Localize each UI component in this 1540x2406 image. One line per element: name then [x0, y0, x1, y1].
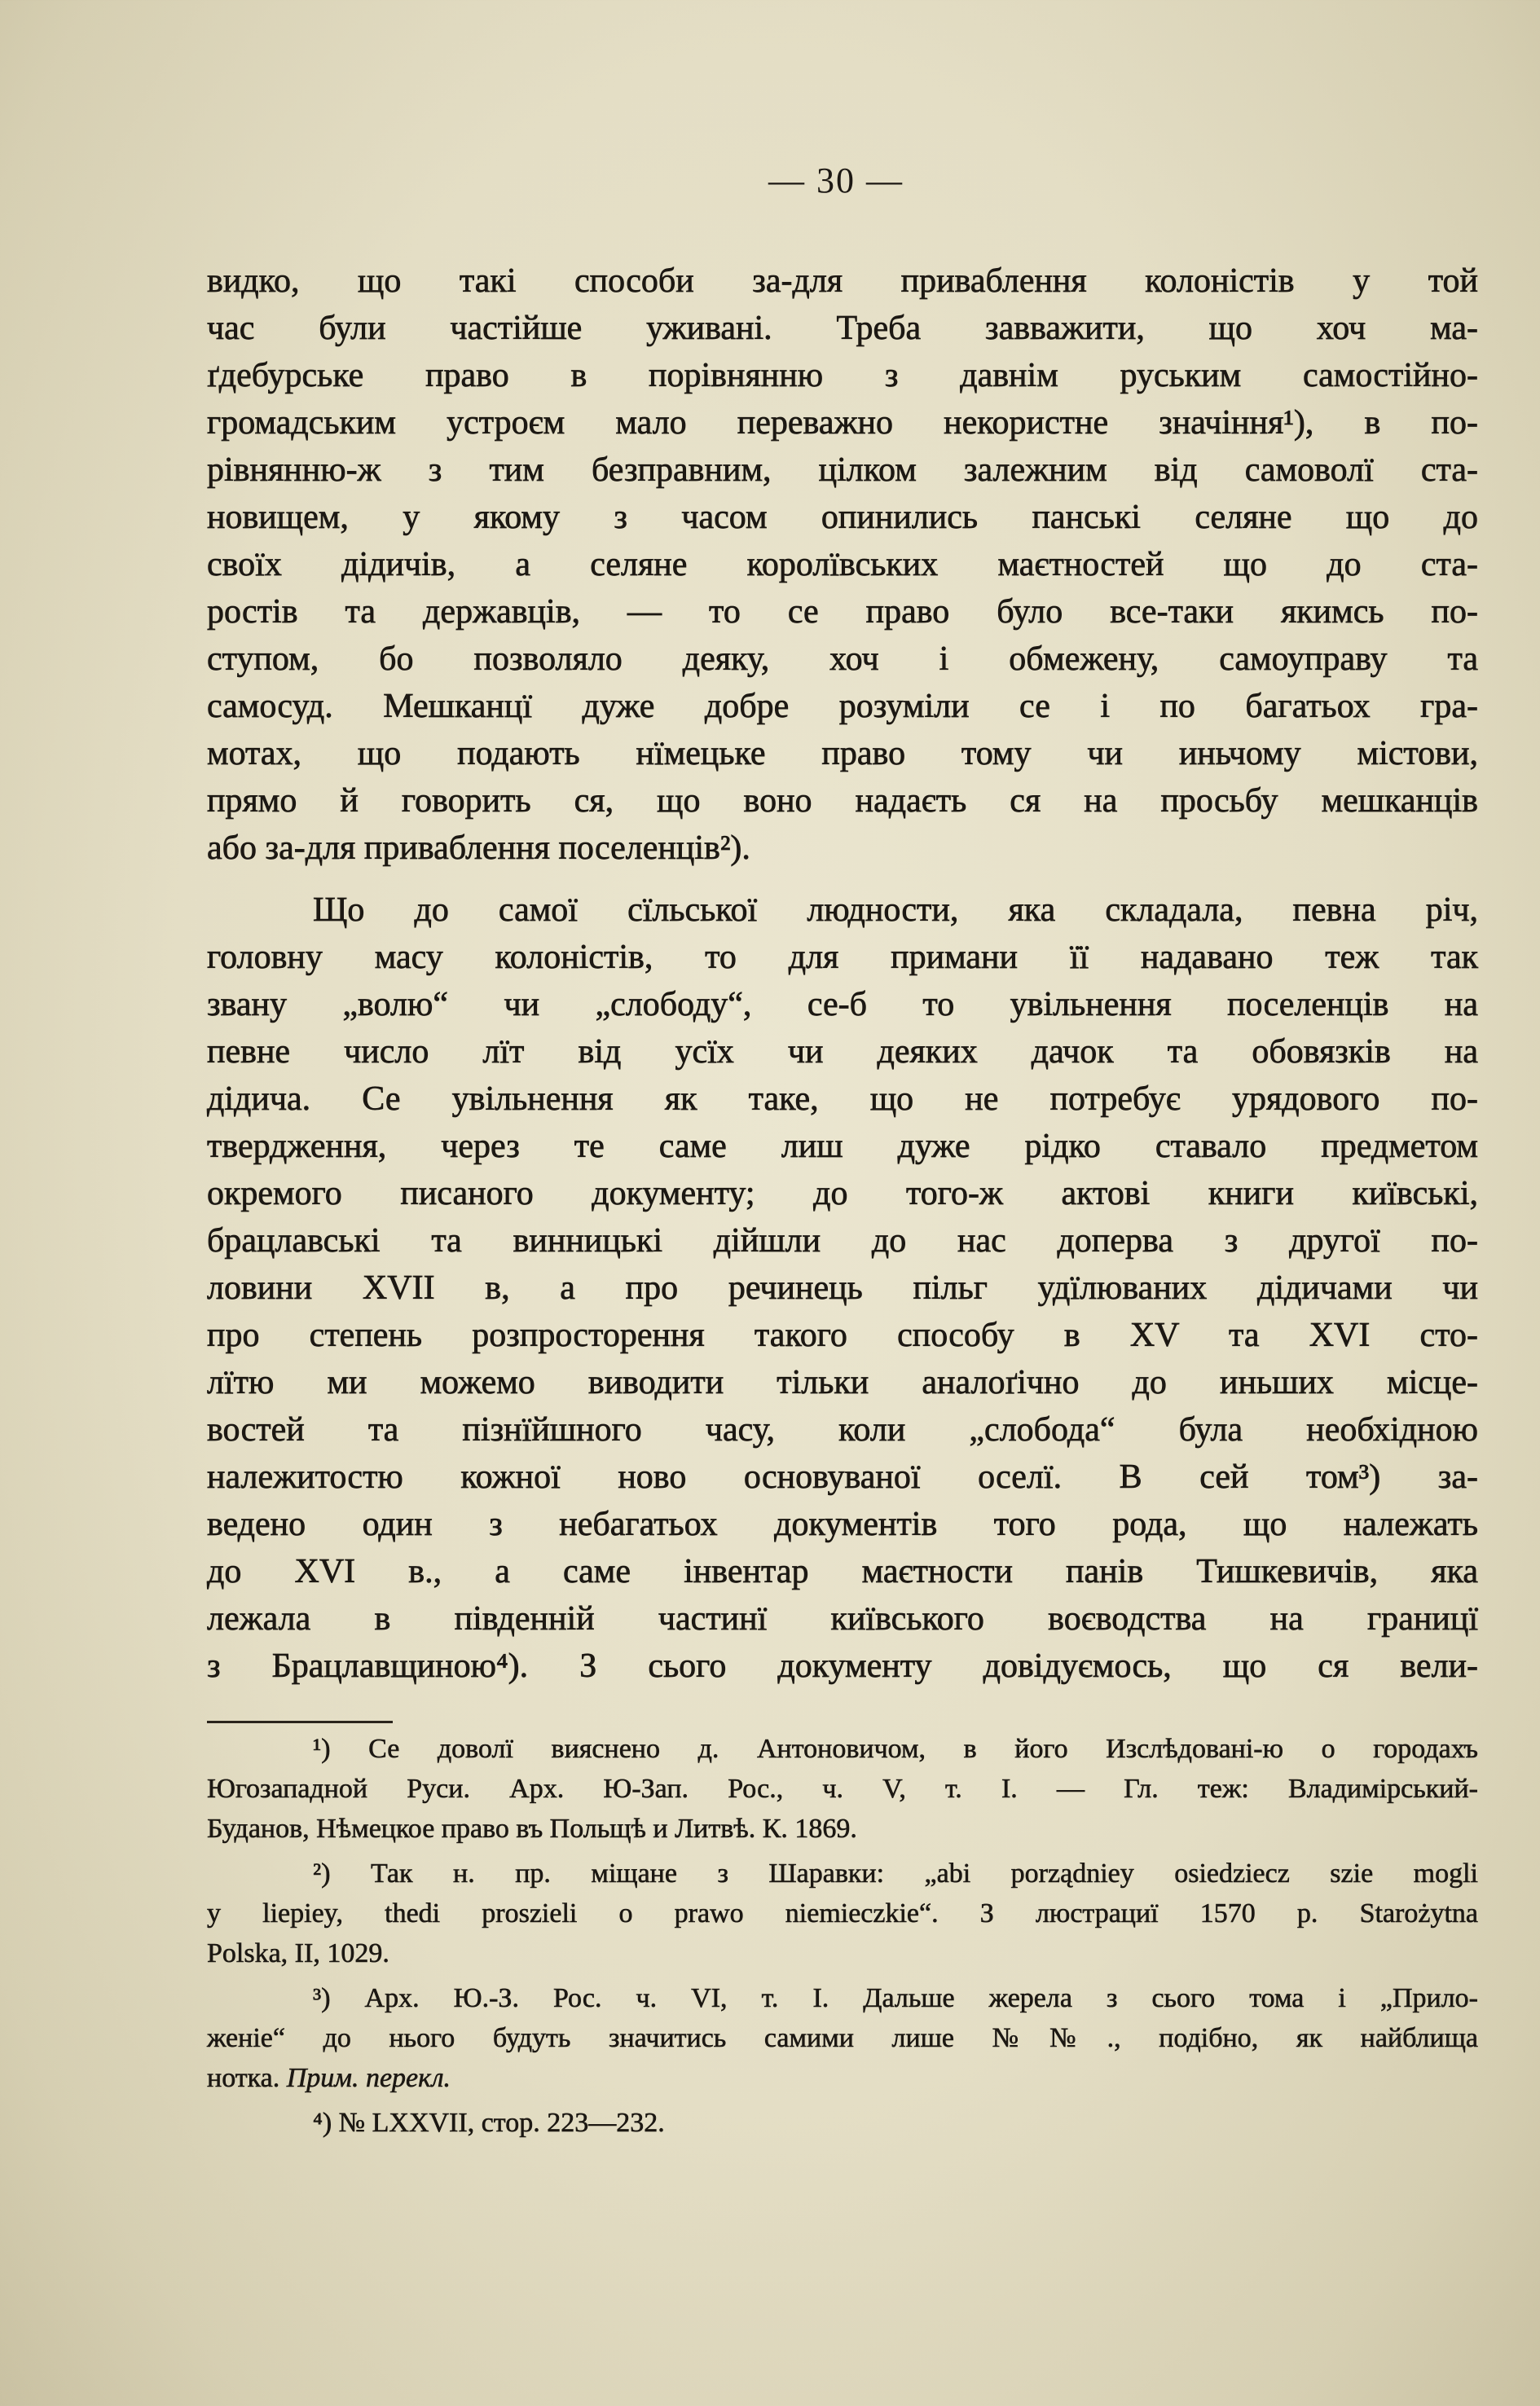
footnote-4: [207, 2103, 1478, 2143]
translator-note: Прим. перекл.: [286, 2063, 451, 2093]
footnote-line: ²) Так н. пр. міщане з Шаравки: „abi porządniey osiedziecz szie mogli: [313, 1858, 1478, 1889]
text-line: ростів та державців, — то се право було все-таки якимсь по-: [207, 593, 1478, 631]
footnote-text: нотка.: [207, 2063, 280, 2093]
text-line: брацлавські та винницькі дійшли до нас доперва з другої по-: [207, 1222, 1478, 1260]
text-line: до XVI в., а саме інвентар маєтности панів Тишкевичів, яка: [207, 1553, 1478, 1590]
page-number: — 30 —: [768, 161, 904, 200]
paragraph-2: [207, 886, 1478, 1690]
footnote-line: женіе“ до нього будуть значитись самими лише №№., подібно, як найблища: [207, 2023, 1478, 2053]
footnote-divider: [207, 1721, 393, 1723]
text-line: самосуд. Мешканцї дуже добре розуміли се і по багатьох гра-: [207, 688, 1478, 725]
text-line: видко, що такі способи за-для приваблення колоністів у той: [207, 262, 1478, 300]
text-line: або за-для приваблення поселенців²).: [207, 829, 750, 867]
text-line: лїтю ми можемо виводити тільки аналоґічно до иньших місце-: [207, 1364, 1478, 1401]
text-line: головну масу колоністів, то для примани її надавано теж так: [207, 939, 1478, 976]
footnote-line: y liepiey, thedi proszieli o prawo niemieczkie“. З люстрациї 1570 р. Starożytna: [207, 1898, 1478, 1929]
text-line: час були частійше уживані. Треба завважити, що хоч ма-: [207, 310, 1478, 347]
text-line: мотах, що подають нїмецьке право тому чи иньчому містови,: [207, 735, 1478, 772]
text-line: належитостю кожної ново основуваної оселї. В сей том³) за-: [207, 1458, 1478, 1496]
text-line: своїх дідичів, а селяне королївських маєтностей що до ста-: [207, 546, 1478, 583]
text-line: твердження, через те саме лиш дуже рідко ставало предметом: [207, 1128, 1478, 1165]
footnote-line: ¹) Се доволї вияснено д. Антоновичом, в його Изслѣдовані-ю о городахъ: [313, 1734, 1478, 1764]
footnotes: [207, 1729, 1478, 2148]
footnote-1: [207, 1729, 1478, 1849]
footnote-line: Polska, II, 1029.: [207, 1938, 389, 1968]
text-line: рівнянню-ж з тим безправним, цілком залежним від самоволї ста-: [207, 451, 1478, 489]
text-line: ґдебурське право в порівнянню з давнім руським самостійно-: [207, 357, 1478, 394]
footnote-line: Югозападной Руси. Арх. Ю-Зап. Рос., ч. V, т. I. — Гл. теж: Владимірський-: [207, 1774, 1478, 1804]
text-line: прямо й говорить ся, що воно надаєть ся на просьбу мешканців: [207, 782, 1478, 820]
paragraph-1: [207, 257, 1478, 872]
text-line: звану „волю“ чи „слободу“, се-б то увільнення поселенців на: [207, 986, 1478, 1023]
text-line: дідича. Се увільнення як таке, що не потребує урядового по-: [207, 1080, 1478, 1118]
footnote-line: [207, 2058, 1478, 2098]
text-line: певне число лїт від усїх чи деяких дачок та обовязків на: [207, 1033, 1478, 1071]
text-line: ведено один з небагатьох документів того рода, що належать: [207, 1506, 1478, 1543]
footnote-line: ³) Арх. Ю.-З. Рос. ч. VI, т. I. Дальше жерела з сього тома і „Прило-: [313, 1983, 1478, 2013]
text-line: громадським устроєм мало переважно некористне значіння¹), в по-: [207, 404, 1478, 442]
text-line: востей та пізнїйшного часу, коли „слобода“ була необхідною: [207, 1411, 1478, 1449]
text-line: ступом, бо позволяло деяку, хоч і обмежену, самоуправу та: [207, 640, 1478, 678]
body-text: [207, 257, 1478, 1704]
text-line: Що до самої сїльської людности, яка складала, певна річ,: [313, 891, 1478, 929]
text-line: лежала в південній частинї київського воєводства на границї: [207, 1600, 1478, 1638]
text-line: окремого писаного документу; до того-ж актові книги київські,: [207, 1175, 1478, 1212]
text-line: про степень розпросторення такого способу в XV та XVI сто-: [207, 1317, 1478, 1354]
text-line: новищем, у якому з часом опинились панські селяне що до: [207, 499, 1478, 536]
footnote-line: ⁴) № LXXVII, стор. 223—232.: [313, 2108, 665, 2138]
footnote-3: [207, 1978, 1478, 2098]
footnote-line: Буданов, Нѣмецкое право въ Польщѣ и Литвѣ. К. 1869.: [207, 1814, 857, 1844]
text-line: з Брацлавщиною⁴). З сього документу довідуємось, що ся вели-: [207, 1647, 1478, 1685]
footnote-2: [207, 1854, 1478, 1973]
text-line: ловини XVII в, а про речинець пільг удїлюваних дідичами чи: [207, 1269, 1478, 1307]
